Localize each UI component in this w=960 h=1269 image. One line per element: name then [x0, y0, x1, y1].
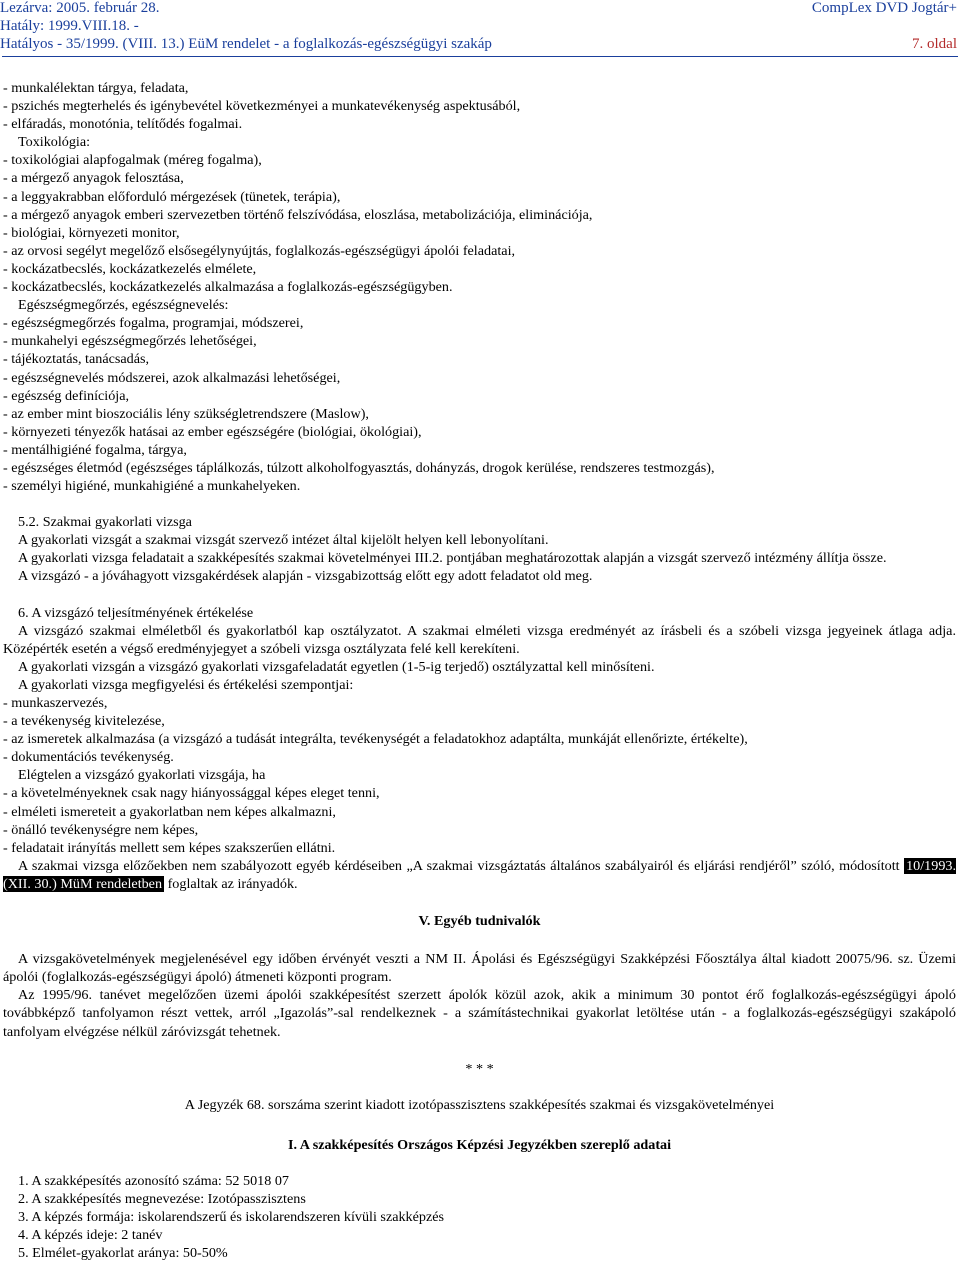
list-item: - tájékoztatás, tanácsadás,	[3, 351, 150, 368]
list-item: - toxikológiai alapfogalmak (méreg fogalma),	[3, 152, 262, 169]
closing-date: Lezárva: 2005. február 28.	[0, 0, 160, 16]
list-item: - elfáradás, monotónia, telítődés fogalmai.	[3, 116, 243, 133]
list-item: - a mérgező anyagok emberi szervezetben történő felszívódása, eloszlása, metabolizációja, eliminációja,	[3, 206, 593, 223]
paragraph: A gyakorlati vizsgát a szakmai vizsgát szervező intézet által kijelölt helyen kell lebonyolítani.	[18, 532, 549, 549]
section-v-heading: V. Egyéb tudnivalók	[418, 913, 541, 930]
paragraph: A gyakorlati vizsgán a vizsgázó gyakorlati vizsgafeladatát egyetlen (1-5-ig terjedő) osztályzattal kell minősíteni.	[18, 658, 655, 675]
list-item: - munkahelyi egészségmegőrzés lehetőségei,	[3, 333, 257, 350]
paragraph: Az 1995/96. tanévet megelőzően üzemi ápolói szakképesítést szerzett ápolók közül azok, akik a minimum 30 pontot érő foglalkozás-egészségügyi ápoló továbbképző tanfolyamon részt vettek, arról „Igazolás”-sal rendelkeznek - a számítástechnikai gyakorlat letöltése után - a foglalkozás-egészségügyi szakápoló tanfolyam elvégzése nélkül záróvizsgát tehetnek.	[3, 987, 956, 1040]
list-item: - mentálhigiéné fogalma, tárgya,	[3, 441, 187, 458]
list-item: 1. A szakképesítés azonosító száma: 52 5018 07	[18, 1172, 289, 1189]
paragraph: A gyakorlati vizsga feladatait a szakképesítés szakmai követelményei III.2. pontjában meghatározottak alapján a vizsgát szervező intézmény állítja össze.	[18, 550, 887, 567]
list-item: 4. A képzés ideje: 2 tanév	[18, 1227, 163, 1244]
list-item: - egészségmegőrzés fogalma, programjai, módszerei,	[3, 315, 304, 332]
list-item: - az ember mint bioszociális lény szükségletrendszere (Maslow),	[3, 405, 369, 422]
paragraph: A vizsgázó szakmai elméletből és gyakorlatból kap osztályzatot. A szakmai elméleti vizsga eredményét az írásbeli és a szóbeli vizsga jegyeinek átlaga adja. Középérték esetén a végső eredményjegyet a szóbeli vizsga osztályzata felé kell kerekíteni.	[3, 622, 956, 657]
product-name: CompLex DVD Jogtár+	[811, 0, 957, 16]
section-i-heading: I. A szakképesítés Országos Képzési Jegyzékben szereplő adatai	[287, 1136, 672, 1153]
page-number: 7. oldal	[912, 36, 957, 52]
spacer	[3, 495, 956, 513]
list-item: - egészségnevelés módszerei, azok alkalmazási lehetőségei,	[3, 369, 341, 386]
document-validity: Hatályos - 35/1999. (VIII. 13.) EüM rendelet - a foglalkozás-egészségügyi szakáp	[0, 36, 492, 52]
paragraph-text: foglaltak az irányadók.	[167, 875, 298, 892]
spacer	[3, 930, 956, 950]
regulation-link[interactable]: 10/1993. (XII. 30.) MüM rendeletben	[3, 857, 956, 892]
section-5-2-heading: 5.2. Szakmai gyakorlati vizsga	[18, 514, 192, 531]
list-item: 3. A képzés formája: iskolarendszerű és iskolarendszeren kívüli szakképzés	[18, 1209, 445, 1226]
paragraph: A vizsgázó - a jóváhagyott vizsgakérdések alapján - vizsgabizottság előtt egy adott feladatot old meg.	[18, 568, 593, 585]
list-item: - munkalélektan tárgya, feladata,	[3, 80, 189, 96]
list-item: - a mérgező anyagok felosztása,	[3, 170, 184, 187]
health-heading: Egészségmegőrzés, egészségnevelés:	[18, 297, 229, 314]
list-item: - feladatait irányítás mellett sem képes szakszerűen ellátni.	[3, 839, 336, 856]
list-item: - önálló tevékenységre nem képes,	[3, 821, 199, 838]
jegyzek-line: A Jegyzék 68. sorszáma szerint kiadott izotópasszisztens szakképesítés szakmai és vizsgakövetelményei	[184, 1096, 775, 1113]
list-item: 5. Elmélet-gyakorlat aránya: 50-50%	[18, 1245, 228, 1262]
spacer	[3, 1041, 956, 1060]
list-item: - a követelményeknek csak nagy hiányossággal képes eleget tenni,	[3, 785, 380, 802]
list-item: - az ismeretek alkalmazása (a vizsgázó a tudását integrálta, tevékenységét a feladatokhoz adaptálta, munkáját ellenőrizte, értékelte),	[3, 731, 748, 748]
list-item: - dokumentációs tevékenység.	[3, 749, 174, 766]
spacer	[3, 1078, 956, 1096]
section-6-heading: 6. A vizsgázó teljesítményének értékelése	[18, 604, 254, 621]
list-item: - a tevékenység kivitelezése,	[3, 713, 165, 730]
spacer	[3, 1114, 956, 1136]
document-body	[3, 79, 956, 1262]
toxicology-heading: Toxikológia:	[18, 134, 91, 151]
paragraph	[3, 857, 956, 893]
list-item: - kockázatbecslés, kockázatkezelés alkalmazása a foglalkozás-egészségügyben.	[3, 279, 453, 296]
list-item: - környezeti tényezők hatásai az ember egészségére (biológiai, ökológiai),	[3, 423, 422, 440]
list-item: - munkaszervezés,	[3, 695, 108, 711]
paragraph: A vizsgakövetelmények megjelenésével egy időben érvényét veszti a NM II. Ápolási és Egészségügyi Szakképzési Főosztálya által kiadott 20075/96. sz. Üzemi ápolói (foglalkozás-egészségügyi ápoló) átmeneti központi program.	[3, 951, 956, 986]
page-header	[0, 0, 960, 60]
effect-date: Hatály: 1999.VIII.18. -	[0, 18, 139, 34]
paragraph: A gyakorlati vizsga megfigyelési és értékelési szempontjai:	[18, 676, 354, 693]
list-item: - személyi higiéné, munkahigiéné a munkahelyeken.	[3, 478, 301, 495]
separator-stars: * * *	[465, 1060, 494, 1077]
list-item: - biológiai, környezeti monitor,	[3, 224, 180, 241]
list-item: - pszichés megterhelés és igénybevétel következményei a munkatevékenység aspektusából,	[3, 98, 521, 115]
header-divider	[2, 56, 958, 57]
spacer	[3, 1154, 956, 1172]
list-item: - kockázatbecslés, kockázatkezelés elmélete,	[3, 260, 257, 277]
list-item: - az orvosi segélyt megelőző elsősegélynyújtás, foglalkozás-egészségügyi ápolói feladatai,	[3, 242, 516, 259]
list-item: - egészség definíciója,	[3, 387, 130, 404]
list-item: - egészséges életmód (egészséges táplálkozás, túlzott alkoholfogyasztás, dohányzás, drogok kerülése, rendszeres testmozgás),	[3, 459, 715, 476]
spacer	[3, 893, 956, 912]
list-item: - a leggyakrabban előforduló mérgezések (tünetek, terápia),	[3, 188, 341, 205]
spacer	[3, 586, 956, 604]
paragraph-text: A szakmai vizsga előzőekben nem szabályozott egyéb kérdéseiben „A szakmai vizsgáztatás általános szabályairól és eljárási rendjéről” szóló, módosított	[18, 857, 900, 874]
list-item: 2. A szakképesítés megnevezése: Izotópasszisztens	[18, 1190, 306, 1207]
fail-heading: Elégtelen a vizsgázó gyakorlati vizsgája, ha	[18, 767, 266, 784]
list-item: - elméleti ismereteit a gyakorlatban nem képes alkalmazni,	[3, 803, 336, 820]
